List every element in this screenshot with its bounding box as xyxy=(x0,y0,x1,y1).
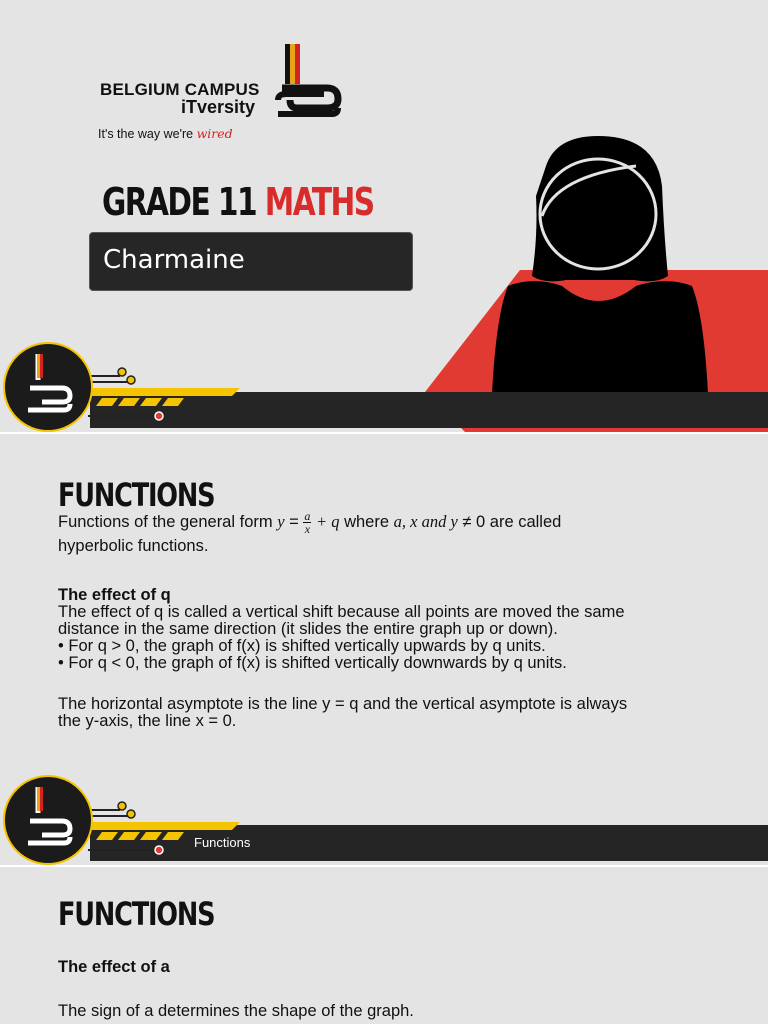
effect-title: The effect of a xyxy=(58,958,170,976)
sign-line: The sign of a determines the shape of the graph. xyxy=(58,1002,414,1020)
intro-neq: ≠ 0 are called xyxy=(462,512,562,531)
tagline-text: It's the way we're xyxy=(98,127,194,141)
tagline-script: wired xyxy=(196,126,233,141)
tagline xyxy=(98,126,233,141)
effect-title: The effect of q xyxy=(58,586,171,604)
slide-heading: FUNCTIONS xyxy=(58,895,215,933)
intro-line-1 xyxy=(58,510,718,535)
asymptote-line-1: The horizontal asymptote is the line y = q and the vertical asymptote is always xyxy=(58,695,628,713)
presenter-name-box xyxy=(89,232,413,291)
subject-label: MATHS xyxy=(264,180,374,224)
functions-slide-a xyxy=(0,867,768,1024)
formula-fraction xyxy=(303,510,311,535)
formula-plus-q: + q xyxy=(315,511,340,531)
formula-numerator: a xyxy=(304,509,311,523)
formula-y: y xyxy=(277,511,285,531)
functions-slide-q xyxy=(0,434,768,865)
effect-line-2: distance in the same direction (it slides the entire graph up or down). xyxy=(58,620,558,638)
grade-heading xyxy=(102,180,374,224)
footer-bar xyxy=(0,774,768,865)
presenter-name: Charmaine xyxy=(103,245,245,275)
intro-vars: a, x and y xyxy=(393,511,458,531)
formula-denominator: x xyxy=(304,522,311,536)
footer-label: Functions xyxy=(194,835,251,850)
effect-line-1: The effect of q is called a vertical shift because all points are moved the same xyxy=(58,603,625,621)
bullet-1: • For q > 0, the graph of f(x) is shifted vertically upwards by q units. xyxy=(58,637,546,655)
bullet-2: • For q < 0, the graph of f(x) is shifted vertically downwards by q units. xyxy=(58,654,567,672)
bottom-bar xyxy=(0,340,768,432)
brand-name: BELGIUM CAMPUS xyxy=(100,80,260,99)
grade-label: GRADE 11 xyxy=(102,180,257,224)
brand-subname: iTversity xyxy=(181,97,256,117)
formula-eq: = xyxy=(289,512,299,531)
intro-where: where xyxy=(344,512,390,531)
belgium-campus-logo-icon xyxy=(272,44,342,120)
title-slide xyxy=(0,0,768,432)
asymptote-line-2: the y-axis, the line x = 0. xyxy=(58,712,237,730)
intro-prefix: Functions of the general form xyxy=(58,512,273,531)
intro-line-2: hyperbolic functions. xyxy=(58,537,209,555)
slide-heading: FUNCTIONS xyxy=(58,476,215,514)
